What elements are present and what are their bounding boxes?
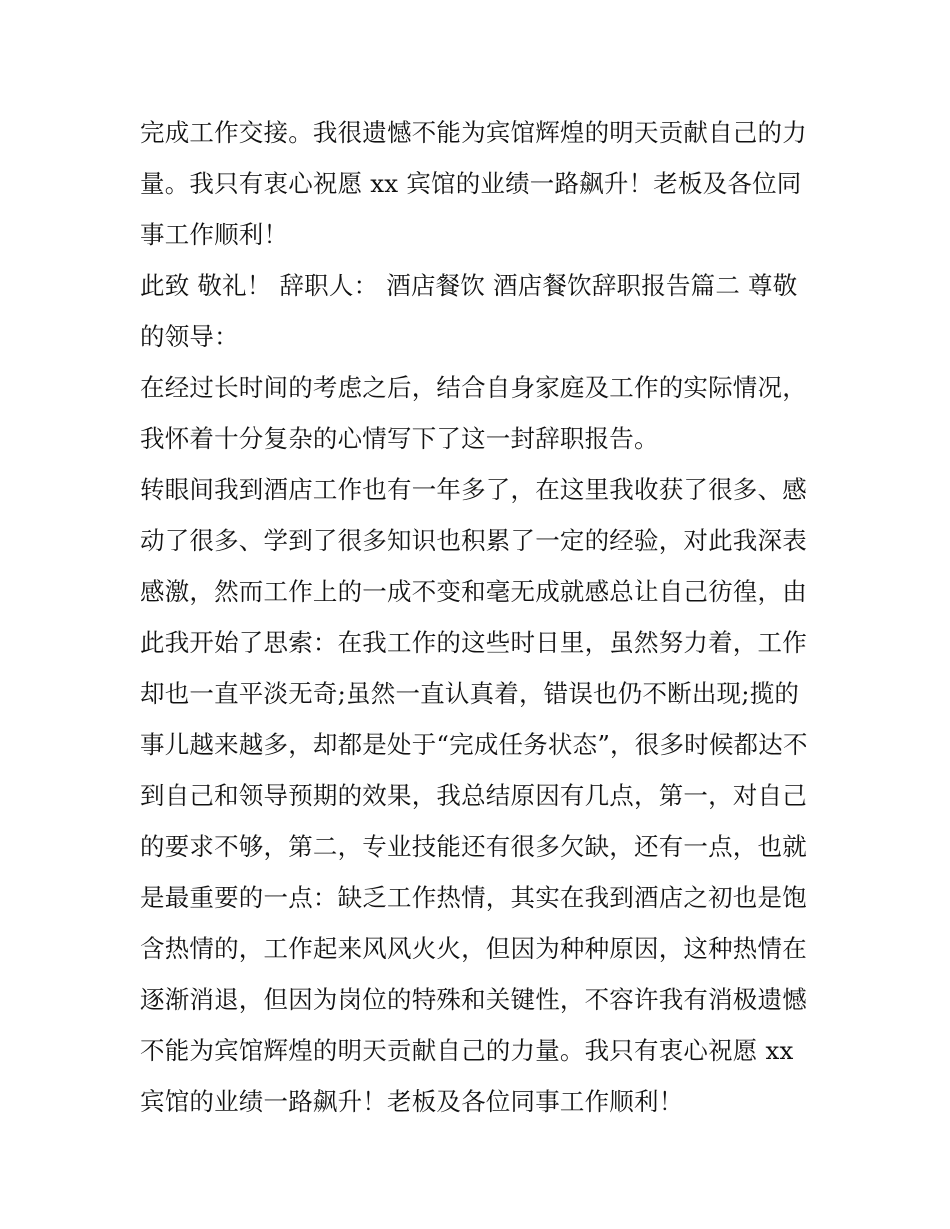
paragraph-consideration: 在经过长时间的考虑之后，结合自身家庭及工作的实际情况， 我怀着十分复杂的心情写下了这一封辞职报告。 xyxy=(140,373,807,453)
paragraph-salutation: 此致 敬礼！ 辞职人： 酒店餐饮 酒店餐饮辞职报告篇二 尊敬 的领导： xyxy=(140,271,798,351)
paragraph-reasons: 转眼间我到酒店工作也有一年多了，在这里我收获了很多、感 动了很多、学到了很多知识也积累了一定的经验，对此我深表 感激，然而工作上的一成不变和毫无成就感总让自己彷徨，由 此我开始了思索：在我工作的这些时日里，虽然努力着，工作 却也一直平淡无奇;虽然一直认真着，错误也仍不断出现;揽的 事儿越来越多，却都是处于“完成任务状态”，很多时候都达不 到自己和领导预期的效果，我总结原因有几点，第一，对自己 的要求不够，第二，专业技能还有很多欠缺，还有一点，也就 是最重要的一点：缺乏工作热情，其实在我到酒店之初也是饱 含热情的，工作起来风风火火，但因为种种原因，这种热情在 逐渐消退，但因为岗位的特殊和关键性，不容许我有消极遗憾 不能为宾馆辉煌的明天贡献自己的力量。我只有衷心祝愿 xx 宾馆的业绩一路飙升！老板及各位同事工作顺利！ xyxy=(140,475,808,1116)
paragraph-handover: 完成工作交接。我很遗憾不能为宾馆辉煌的明天贡献自己的力 量。我只有衷心祝愿 xx 宾馆的业绩一路飙升！老板及各位同 事工作顺利！ xyxy=(140,118,807,249)
document-body xyxy=(140,107,820,1127)
